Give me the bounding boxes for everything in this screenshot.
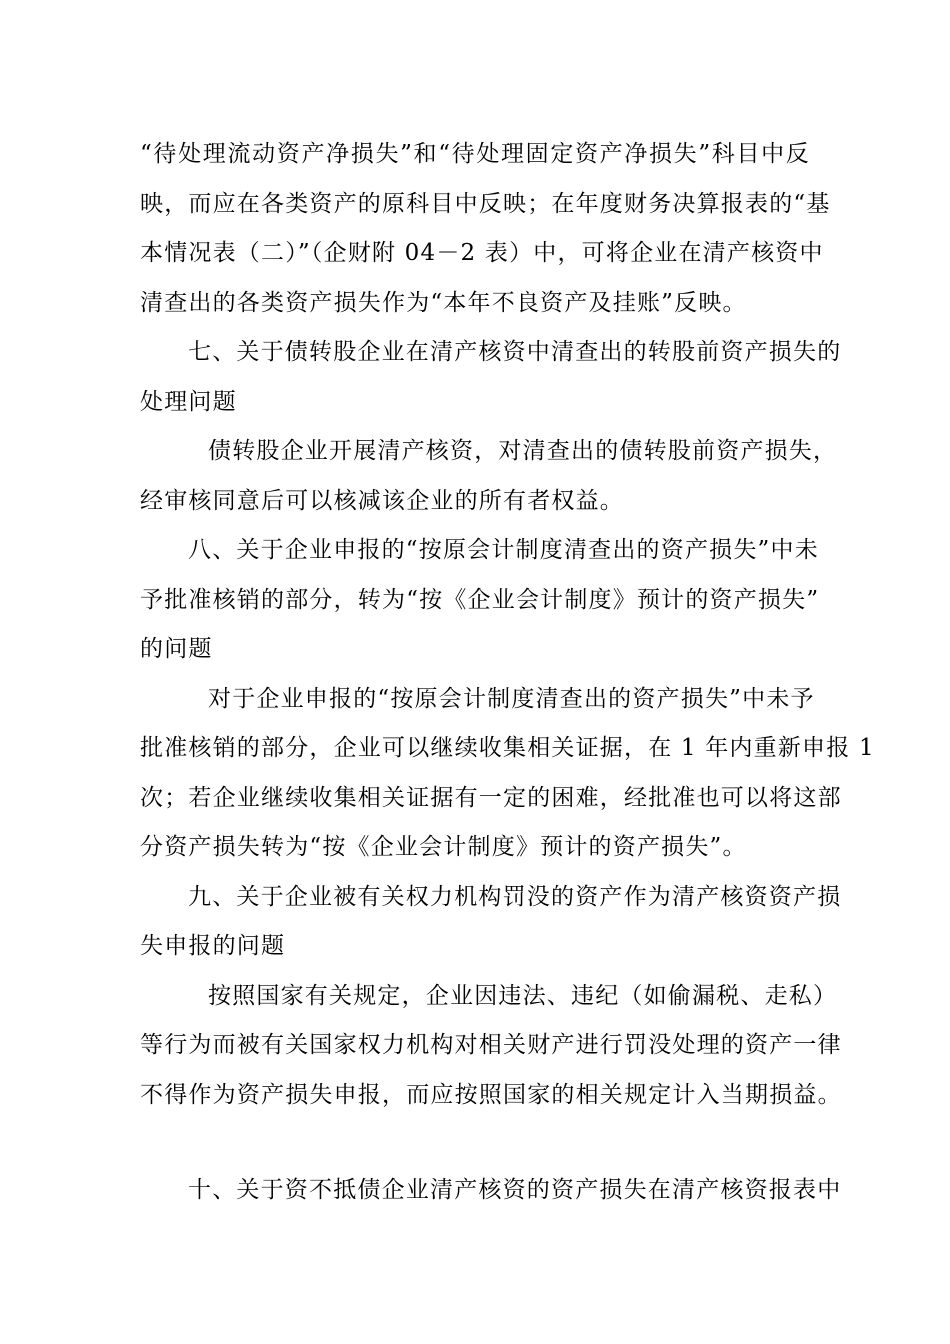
blank-line (140, 1120, 810, 1166)
paragraph-line: 债转股企业开展清产核资，对清查出的债转股前资产损失， (208, 438, 838, 464)
document-body (140, 130, 875, 1216)
paragraph-line: 不得作为资产损失申报，而应按照国家的相关规定计入当期损益。 (140, 1081, 842, 1108)
paragraph-line: 次；若企业继续收集相关证据有一定的困难，经批准也可以将这部 (140, 784, 842, 811)
section-heading-7-cont: 处理问题 (140, 388, 237, 415)
paragraph-line: 对于企业申报的“按原会计制度清查出的资产损失”中未予 (208, 685, 815, 712)
paragraph-line: 映，而应在各类资产的原科目中反映；在年度财务决算报表的“基 (140, 190, 831, 217)
paragraph-line: 分资产损失转为“按《企业会计制度》预计的资产损失”。 (140, 834, 747, 860)
paragraph-line: 按照国家有关规定，企业因违法、违纪（如偷漏税、走私） (208, 982, 838, 1009)
paragraph-line: “待处理流动资产净损失”和“待处理固定资产净损失”科目中反 (140, 141, 810, 167)
paragraph-line: 本情况表（二）”（企财附 04－2 表）中，可将企业在清产核资中 (140, 240, 824, 266)
paragraph-line: 等行为而被有关国家权力机构对相关财产进行罚没处理的资产一律 (140, 1032, 842, 1058)
paragraph-line: 清查出的各类资产损失作为“本年不良资产及挂账”反映。 (140, 289, 747, 316)
section-heading-10: 十、关于资不抵债企业清产核资的资产损失在清产核资报表中 (188, 1177, 842, 1203)
section-heading-8-cont: 的问题 (140, 636, 213, 662)
section-heading-9-cont: 失申报的问题 (140, 933, 286, 959)
section-heading-8-cont: 予批准核销的部分，转为“按《企业会计制度》预计的资产损失” (140, 586, 820, 613)
paragraph-line: 批准核销的部分，企业可以继续收集相关证据，在 1 年内重新申报 1 (140, 735, 875, 761)
section-heading-7: 七、关于债转股企业在清产核资中清查出的转股前资产损失的 (188, 339, 842, 365)
section-heading-8: 八、关于企业申报的“按原会计制度清查出的资产损失”中未 (188, 537, 819, 563)
paragraph-line: 经审核同意后可以核减该企业的所有者权益。 (140, 487, 624, 514)
section-heading-9: 九、关于企业被有关权力机构罚没的资产作为清产核资资产损 (188, 883, 842, 910)
